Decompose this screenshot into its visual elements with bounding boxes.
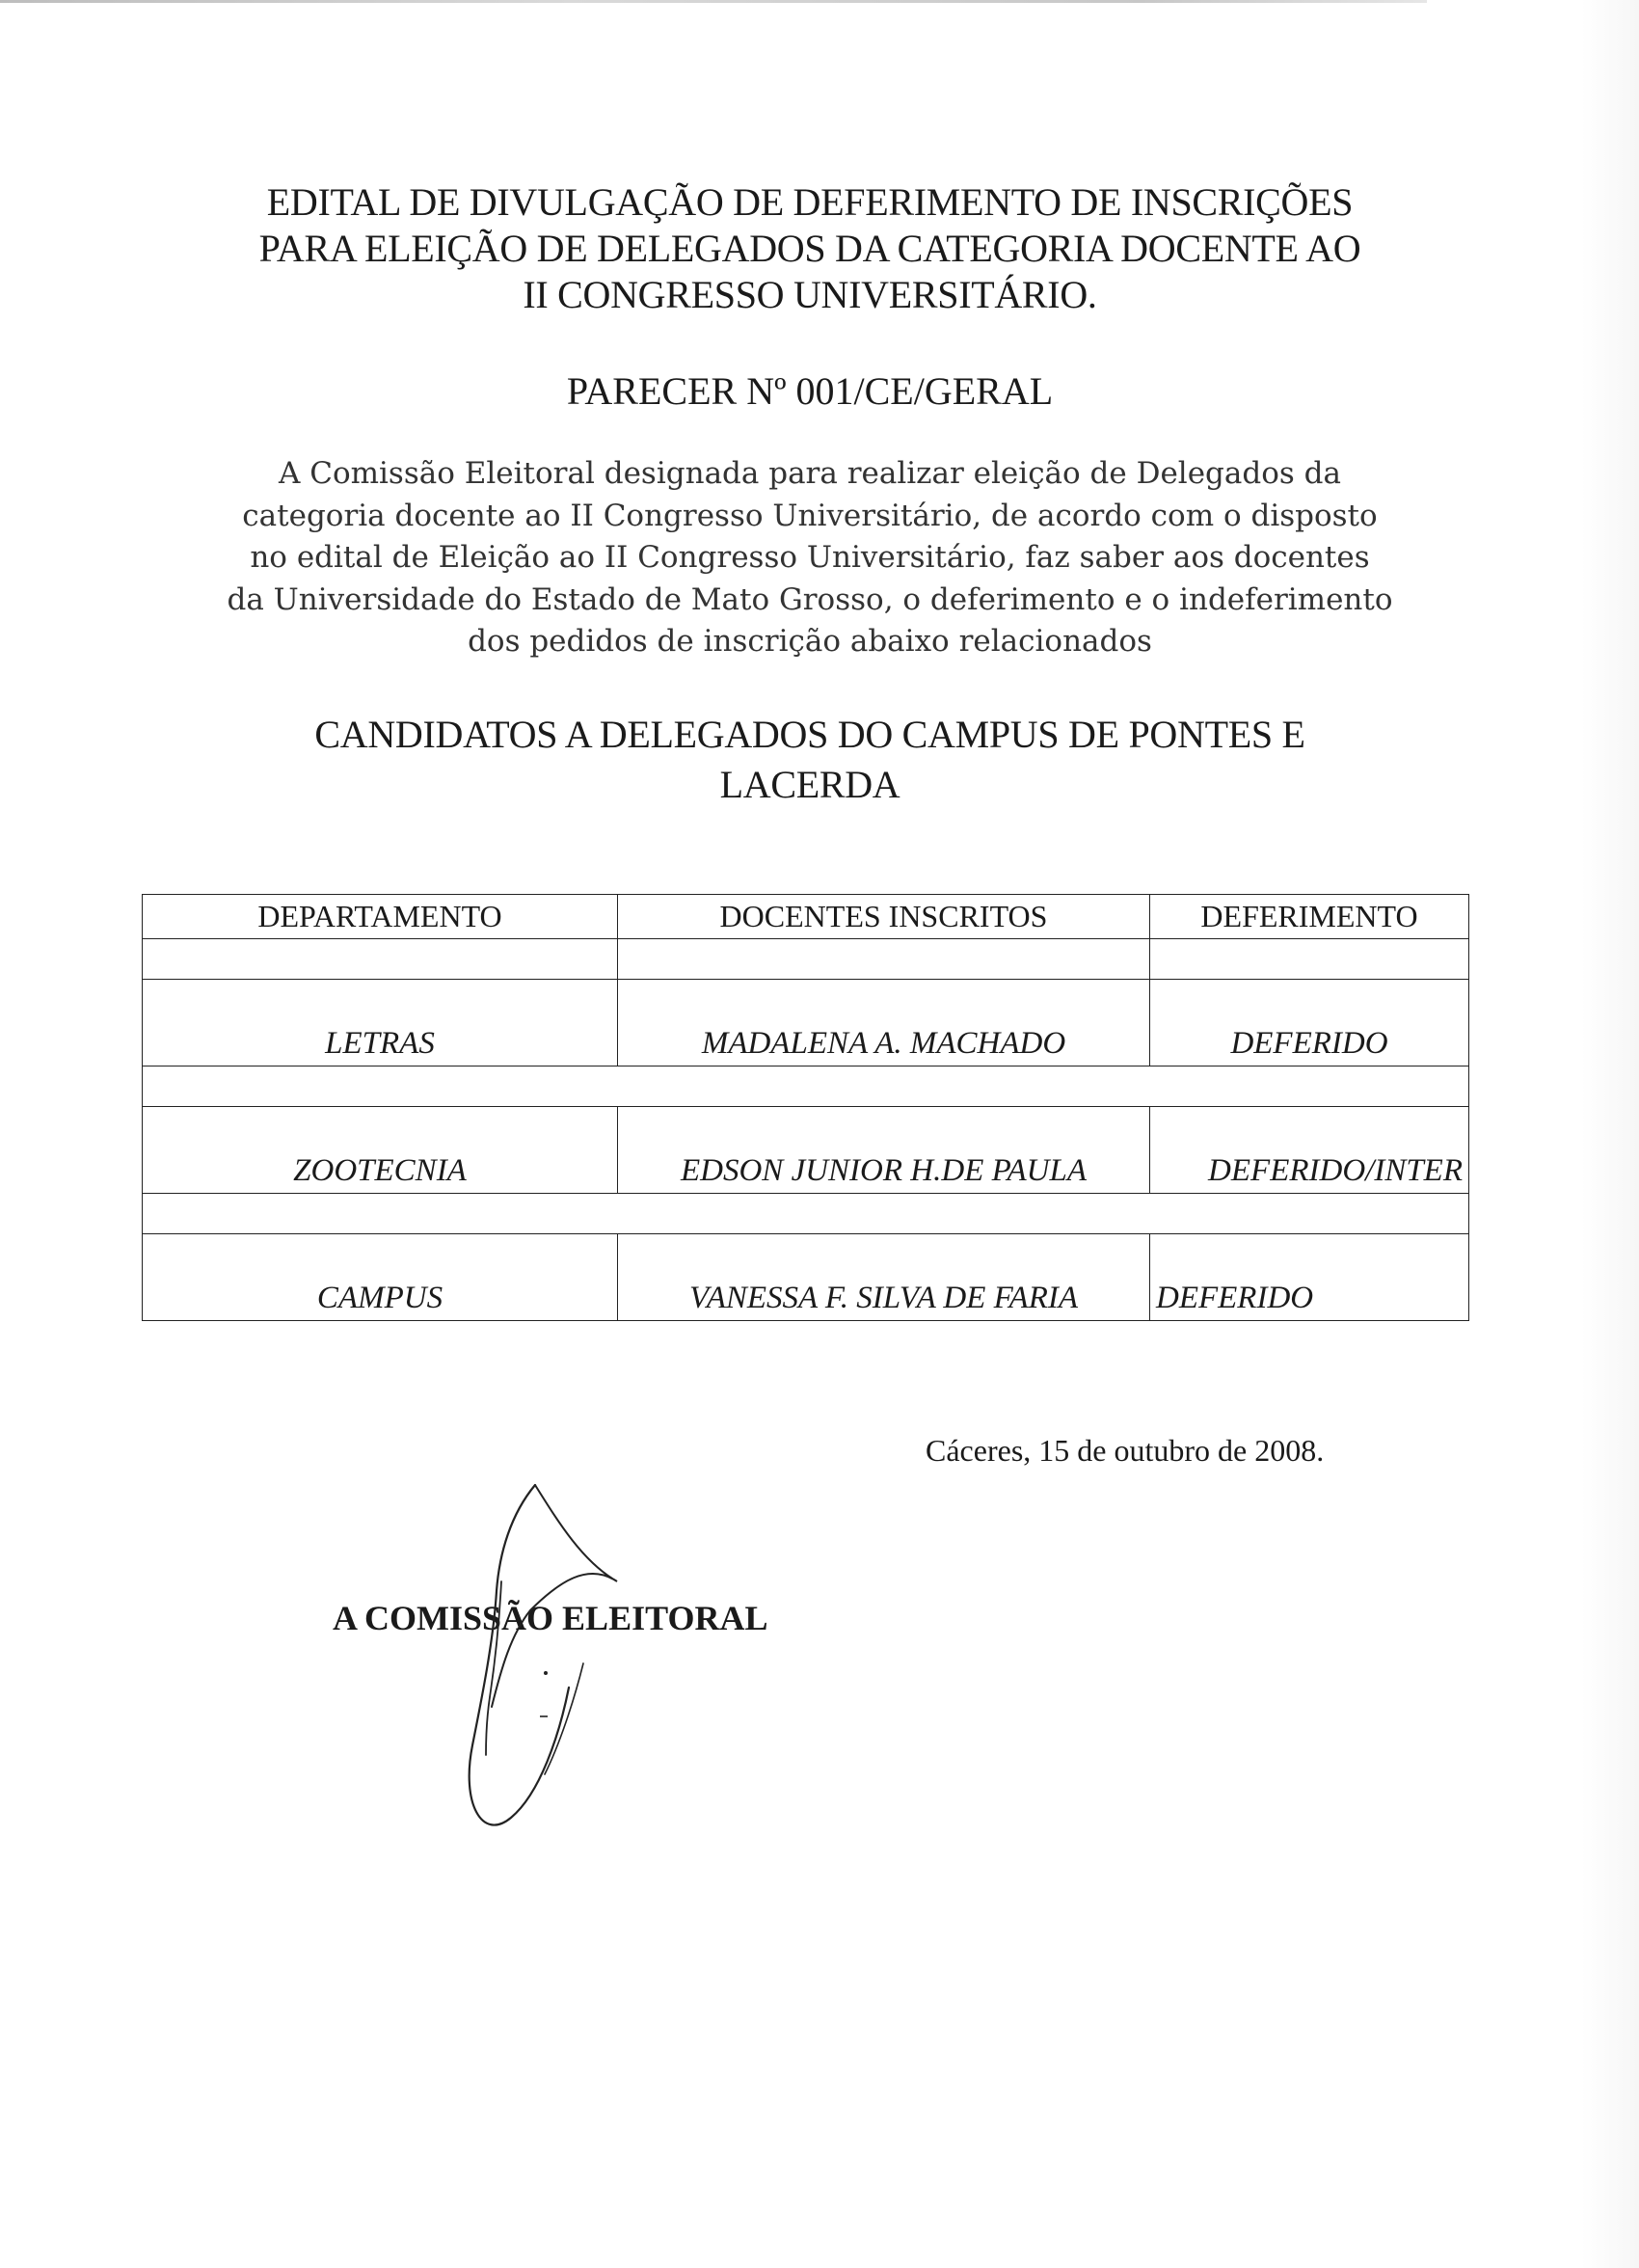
- intro-paragraph: [145, 453, 1475, 663]
- scan-top-edge: [0, 0, 1427, 3]
- title-line-2: PARA ELEIÇÃO DE DELEGADOS DA CATEGORIA DOCENTE AO: [258, 227, 1361, 270]
- date-line: Cáceres, 15 de outubro de 2008.: [926, 1433, 1325, 1468]
- table-spacer-row: [143, 1194, 1469, 1234]
- cell-docente: VANESSA F. SILVA DE FARIA: [618, 1234, 1150, 1321]
- table-row: [143, 1234, 1469, 1321]
- cell-departamento: ZOOTECNIA: [143, 1107, 618, 1194]
- cell-deferimento: DEFERIDO: [1150, 980, 1469, 1066]
- header-docentes-inscritos: DOCENTES INSCRITOS: [618, 895, 1150, 939]
- parecer-number: PARECER Nº 001/CE/GERAL: [566, 369, 1054, 413]
- cell-deferimento: DEFERIDO/INTER: [1150, 1107, 1469, 1194]
- section-heading-line-1: CANDIDATOS A DELEGADOS DO CAMPUS DE PONTES E: [314, 713, 1305, 756]
- candidates-table: [142, 894, 1469, 1321]
- intro-line-1: A Comissão Eleitoral designada para realizar eleição de Delegados da: [279, 456, 1341, 491]
- section-heading-line-2: LACERDA: [719, 763, 900, 806]
- cell-departamento: CAMPUS: [143, 1234, 618, 1321]
- table-row: [143, 980, 1469, 1066]
- intro-line-4: da Universidade do Estado de Mato Grosso, o deferimento e o indeferimento: [227, 581, 1393, 617]
- signatory-label: A COMISSÃO ELEITORAL: [333, 1599, 768, 1637]
- document-title: [145, 179, 1475, 318]
- header-deferimento: DEFERIMENTO: [1150, 895, 1469, 939]
- section-heading: [145, 710, 1475, 810]
- intro-line-3: no edital de Eleição ao II Congresso Universitário, faz saber aos docentes: [250, 540, 1370, 575]
- intro-line-5: dos pedidos de inscrição abaixo relacionados: [468, 624, 1152, 659]
- table-spacer-row: [143, 1066, 1469, 1107]
- title-line-1: EDITAL DE DIVULGAÇÃO DE DEFERIMENTO DE INSCRIÇÕES: [266, 180, 1354, 224]
- handwritten-signature: [443, 1475, 636, 1832]
- table-header-row: [143, 895, 1469, 939]
- intro-line-2: categoria docente ao II Congresso Universitário, de acordo com o disposto: [242, 498, 1378, 533]
- cell-deferimento: DEFERIDO: [1150, 1234, 1469, 1321]
- scan-right-edge: [1581, 0, 1639, 2268]
- cell-departamento: LETRAS: [143, 980, 618, 1066]
- title-line-3: II CONGRESSO UNIVERSITÁRIO.: [523, 273, 1097, 316]
- header-departamento: DEPARTAMENTO: [143, 895, 618, 939]
- cell-docente: EDSON JUNIOR H.DE PAULA: [618, 1107, 1150, 1194]
- table-row: [143, 1107, 1469, 1194]
- table-spacer-row: [143, 939, 1469, 980]
- cell-docente: MADALENA A. MACHADO: [618, 980, 1150, 1066]
